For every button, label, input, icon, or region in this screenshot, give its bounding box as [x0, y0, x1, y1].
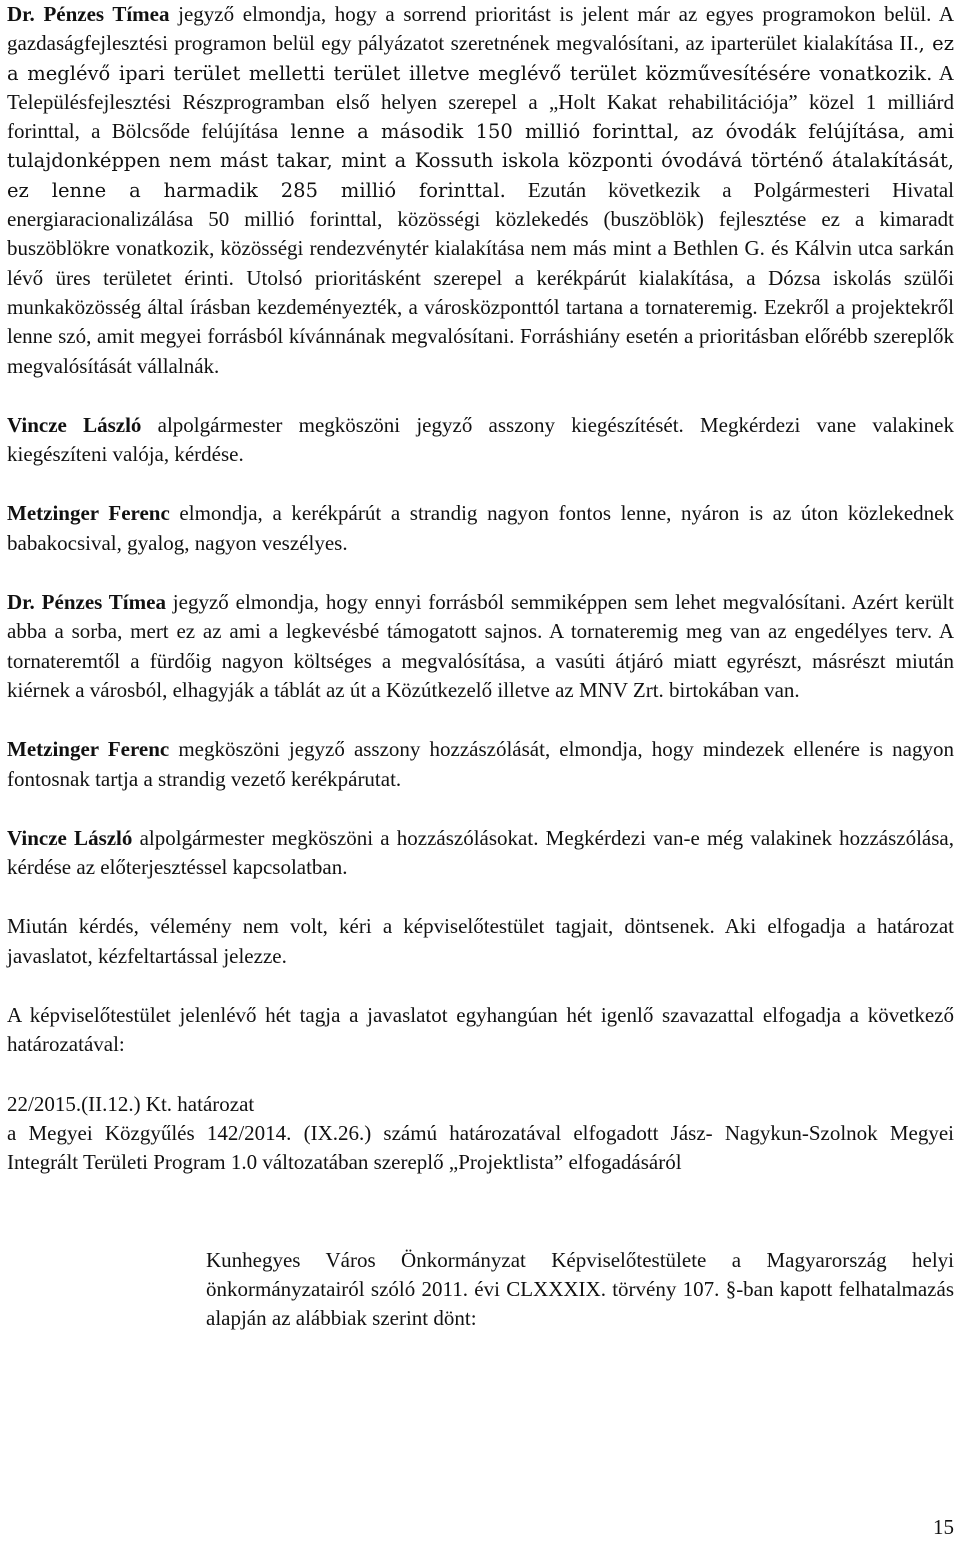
resolution-preamble: Kunhegyes Város Önkormányzat Képviselőtestülete a Magyarország helyi önkormányzatairól szóló 2011. évi CLXXXIX. törvény 107. §-ban kapott felhatalmazás alapján az alábbiak szerint dönt:	[206, 1247, 954, 1331]
speaker-name: Vincze László	[7, 412, 142, 437]
paragraph-alpolgarmester-2	[7, 824, 954, 883]
speaker-name: Dr. Pénzes Tímea	[7, 590, 166, 615]
resolution-subject: a Megyei Közgyűlés 142/2014. (IX.26.) számú határozatával elfogadott Jász- Nagykun-Szolnok Megyei Integrált Területi Program 1.0 változatában szereplő „Projektlista” elfogadásáról	[7, 1120, 954, 1175]
paragraph-text: „Holt Kakat rehabilitációja” közel 1 milliárd forinttal, a Bölcsőde felújítása	[7, 89, 954, 144]
speaker-name: Vincze László	[7, 825, 133, 850]
paragraph-text: , ez a meglévő ipari terület melletti terület illetve meglévő terület közművesítésére vonatkozik.	[7, 32, 954, 85]
paragraph-text: alpolgármester megköszöni a hozzászólásokat. Megkérdezi van-e még valakinek hozzászólása, kérdése az előterjesztéssel kapcsolatban.	[7, 825, 954, 880]
paragraph-text: A Településfejlesztési Részprogramban első helyen szerepel a	[7, 60, 954, 114]
paragraph-jegyzo-2	[7, 588, 954, 705]
paragraph-text: alpolgármester megköszöni jegyző asszony kiegészítését. Megkérdezi vane valakinek kiegészíteni valója, kérdése.	[7, 412, 954, 467]
speaker-name: Metzinger Ferenc	[7, 501, 170, 526]
paragraph-text: lenne a második 150 millió forinttal, az óvodák felújítása, ami tulajdonképpen nem mást takar, mint a Kossuth iskola központi óvodává történő átalakítását, ez lenne a harmadik 285 millió forinttal.	[7, 120, 955, 202]
paragraph-jegyzo-prioritas	[7, 0, 954, 381]
speaker-name: Dr. Pénzes Tímea	[7, 2, 170, 26]
resolution-number: 22/2015.(II.12.) Kt. határozat	[7, 1091, 255, 1116]
paragraph-text: Ezután következik a Polgármesteri Hivatal energiaracionalizálása 50 millió forinttal, közösségi közlekedés (buszöblök) fejlesztése ez a kimaradt buszöblökre vonatkozik, közösségi rendezvénytér kialakítása nem más mint a Bethlen G. és Kálvin utca sarkán lévő üres területet érinti. Utolsó prioritásként szerepel a kerékpárút kialakítása, a Dózsa iskolás szülői munkaközösség által írásban kezdeményezték, a városközponttól tartana a tornateremig. Ezekről a projektekről lenne szó, amit megyei forrásból kívánnának megvalósítani. Forráshiány esetén a prioritásban előrébb szereplők megvalósítását vállalnák.	[7, 177, 954, 378]
speaker-name: Metzinger Ferenc	[7, 737, 170, 762]
paragraph-szavazas-eredmeny: A képviselőtestület jelenlévő hét tagja a javaslatot egyhangúan hét igenlő szavazattal elfogadja a következő határozatával:	[7, 1003, 954, 1057]
paragraph-text: jegyző elmondja, hogy a sorrend prioritást is jelent már az egyes programokon belül. A gazdaságfejlesztési programon belül egy pályázatot szeretnének megvalósítani, az iparterület kialakítása II.	[7, 2, 954, 56]
paragraph-text: jegyző elmondja, hogy ennyi forrásból semmiképpen sem lehet megvalósítani. Azért került abba a sorba, mert ez az ami a legkevésbé támogatott sajnos. A tornateremig meg van az engedélyes terv. A tornateremtől a fürdőig nagyon költséges a megvalósítása, a vasúti átjáró miatt egyrészt, másrészt miután kiérnek a városból, elhagyják a táblát az út a Közútkezelő illetve az MNV Zrt. birtokában van.	[7, 590, 954, 702]
paragraph-szavazas-kerese: Miután kérdés, vélemény nem volt, kéri a képviselőtestület tagjait, döntsenek. Aki elfogadja a határozat javaslatot, kézfeltartással jelezze.	[7, 914, 954, 968]
paragraph-metzinger-2	[7, 735, 954, 794]
paragraph-alpolgarmester-1	[7, 411, 954, 470]
resolution-block	[7, 1090, 954, 1178]
paragraph-text: elmondja, a kerékpárút a strandig nagyon fontos lenne, nyáron is az úton közlekednek babakocsival, gyalog, nagyon veszélyes.	[7, 501, 954, 555]
paragraph-metzinger-1	[7, 499, 954, 558]
page-number: 15	[933, 1515, 954, 1539]
paragraph-text: megköszöni jegyző asszony hozzászólását, elmondja, hogy mindezek ellenére is nagyon fontosnak tartja a strandig vezető kerékpárutat.	[7, 737, 954, 791]
